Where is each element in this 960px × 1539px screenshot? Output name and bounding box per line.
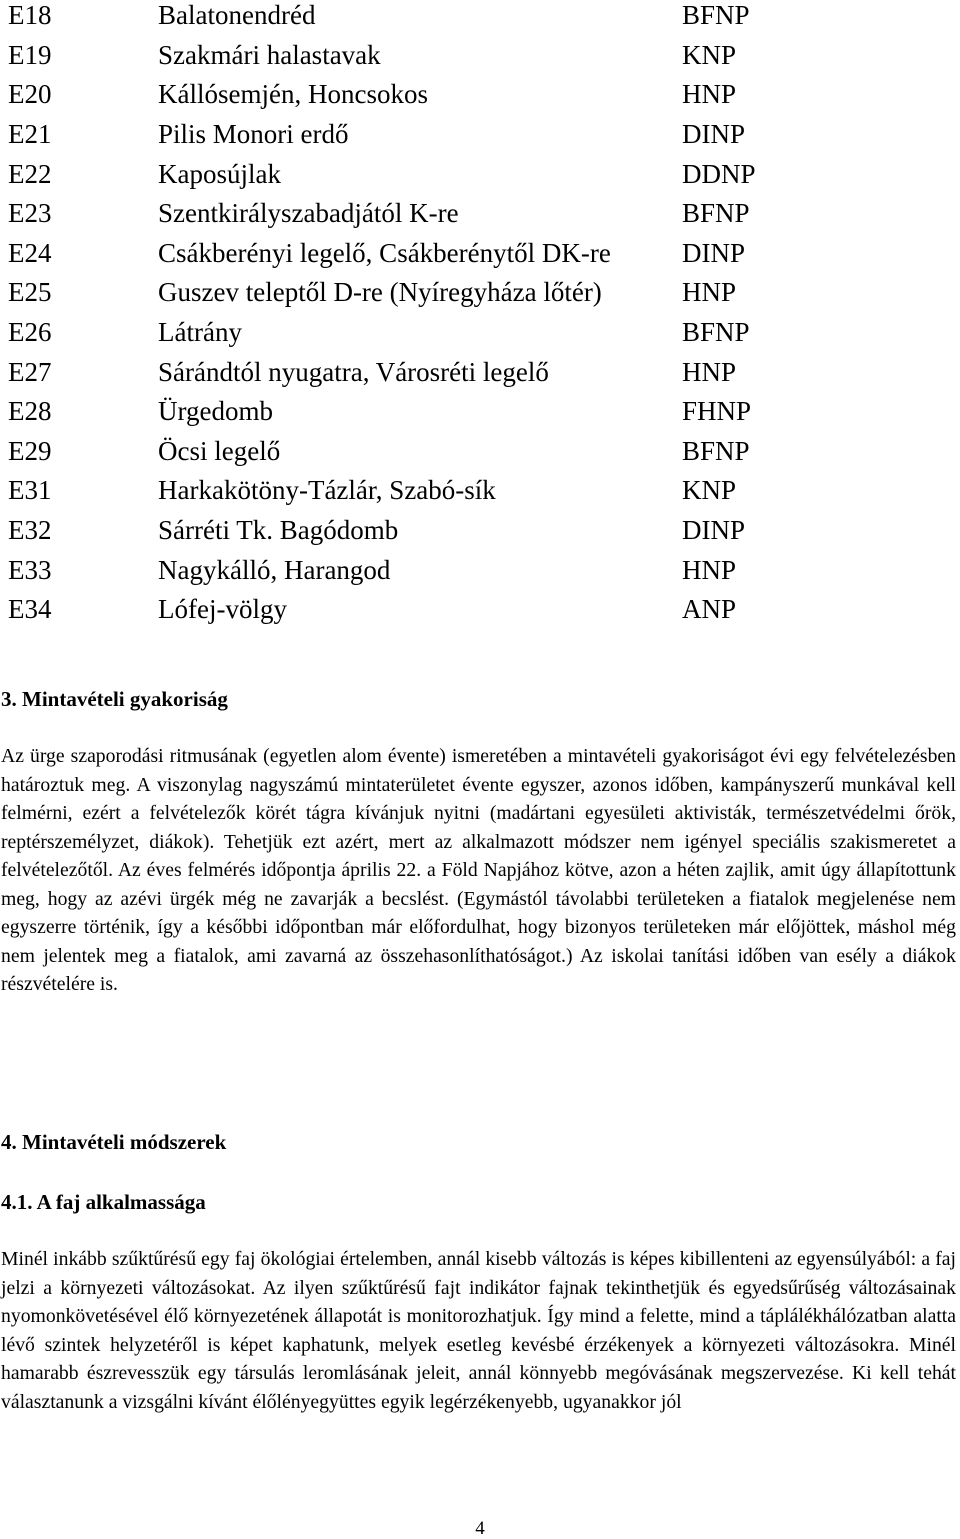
site-code: E33 bbox=[8, 554, 52, 585]
site-park: HNP bbox=[682, 79, 737, 110]
site-row bbox=[8, 0, 788, 36]
site-table bbox=[8, 0, 788, 630]
site-name: Harkakötöny-Tázlár, Szabó-sík bbox=[158, 475, 496, 506]
site-code: E19 bbox=[8, 39, 52, 70]
site-name: Pilis Monori erdő bbox=[158, 119, 349, 150]
site-row bbox=[8, 352, 788, 392]
page-number: 4 bbox=[475, 1518, 485, 1539]
site-park: BFNP bbox=[682, 198, 750, 229]
site-park: DINP bbox=[682, 119, 746, 150]
section-3-body: Az ürge szaporodási ritmusának (egyetlen alom évente) ismeretében a mintavételi gyakoriságot évi egy felvételezésben határoztuk meg. A viszonylag nagyszámú mintaterületet évente egyszer, azonos időben, kampányszerű munkával kell felmérni, ezért a felvételezők körét tágra kívánjuk nyitni (madártani egyesületi aktivisták, természetvédelmi őrök, reptérszemélyzet, diákok). Tehetjük ezt azért, mert az alkalmazott módszer nem igényel speciális szakismeretet a felvételezőtől. Az éves felmérés időpontja április 22. a Föld Napjához kötve, azon a héten zajlik, amit úgy állapítottunk meg, hogy az azévi ürgék még ne zavarják a becslést. (Egymástól távolabbi területeken a fiatalok megjelenése nem egyszerre történik, így a későbbi időpontban már előfordulhat, hogy bizonyos területeken már előjöttek, máshol még nem jelentek meg a fiatalok, ami zavarná az összehasonlíthatóságot.) Az iskolai tanítási időben van esély a diákok részvételére is. bbox=[1, 745, 956, 996]
section-4-heading: 4. Mintavételi módszerek bbox=[1, 1130, 227, 1154]
site-park: DINP bbox=[682, 515, 746, 546]
site-code: E23 bbox=[8, 198, 52, 229]
site-name: Kaposújlak bbox=[158, 158, 281, 189]
site-park: KNP bbox=[682, 39, 737, 70]
site-row bbox=[8, 234, 788, 274]
site-park: HNP bbox=[682, 277, 737, 308]
site-name: Balatonendréd bbox=[158, 0, 316, 31]
site-row bbox=[8, 75, 788, 115]
site-name: Csákberényi legelő, Csákberénytől DK-re bbox=[158, 237, 611, 268]
site-code: E29 bbox=[8, 435, 52, 466]
site-park: DDNP bbox=[682, 158, 756, 189]
section-4-1-heading: 4.1. A faj alkalmassága bbox=[1, 1190, 206, 1214]
site-name: Szakmári halastavak bbox=[158, 39, 381, 70]
site-name: Lófej-völgy bbox=[158, 594, 287, 625]
site-name: Guszev teleptől D-re (Nyíregyháza lőtér) bbox=[158, 277, 602, 308]
site-row bbox=[8, 115, 788, 155]
site-code: E18 bbox=[8, 0, 52, 31]
site-row bbox=[8, 590, 788, 630]
site-code: E26 bbox=[8, 317, 52, 348]
site-row bbox=[8, 313, 788, 353]
site-park: BFNP bbox=[682, 435, 750, 466]
site-park: KNP bbox=[682, 475, 737, 506]
site-park: FHNP bbox=[682, 396, 752, 427]
site-code: E27 bbox=[8, 356, 52, 387]
site-code: E21 bbox=[8, 119, 52, 150]
section-4-1 bbox=[1, 1192, 956, 1416]
section-4-1-body: Minél inkább szűktűrésű egy faj ökológiai értelemben, annál kisebb változás is képes kibillenteni az egyensúlyából: a faj jelzi a környezeti változásokat. Az ilyen szűktűrésű fajt indikátor fajnak tekinthetjük és egyedsűrűség változásainak nyomonkövetésével élő környezetének állapotát is monitorozhatjuk. Így mind a felette, mind a táplálékhálózatban alatta lévő szintek helyzetéről is képet kaphatunk, melyek esetleg kevésbé érzékenyek a környezeti változásokra. Minél hamarabb észrevesszük egy társulás leromlásának jeleit, annál könnyebb megóvásának megszervezése. Ki kell tehát választanunk a vizsgálni kívánt élőlényegyüttes egyik legérzékenyebb, ugyanakkor jól bbox=[1, 1248, 956, 1413]
site-code: E25 bbox=[8, 277, 52, 308]
site-row bbox=[8, 432, 788, 472]
site-row bbox=[8, 471, 788, 511]
site-park: HNP bbox=[682, 356, 737, 387]
section-3-heading: 3. Mintavételi gyakoriság bbox=[1, 687, 228, 711]
site-name: Szentkirályszabadjától K-re bbox=[158, 198, 459, 229]
site-row bbox=[8, 273, 788, 313]
site-row bbox=[8, 550, 788, 590]
site-name: Látrány bbox=[158, 317, 242, 348]
site-code: E22 bbox=[8, 158, 52, 189]
site-name: Kállósemjén, Honcsokos bbox=[158, 79, 428, 110]
site-code: E32 bbox=[8, 515, 52, 546]
site-code: E34 bbox=[8, 594, 52, 625]
site-name: Ürgedomb bbox=[158, 396, 273, 427]
site-name: Öcsi legelő bbox=[158, 435, 281, 466]
site-row bbox=[8, 36, 788, 76]
site-park: BFNP bbox=[682, 317, 750, 348]
site-code: E28 bbox=[8, 396, 52, 427]
site-park: BFNP bbox=[682, 0, 750, 31]
site-row bbox=[8, 392, 788, 432]
section-3 bbox=[1, 689, 956, 999]
site-name: Nagykálló, Harangod bbox=[158, 554, 391, 585]
site-park: DINP bbox=[682, 237, 746, 268]
site-row bbox=[8, 511, 788, 551]
site-park: HNP bbox=[682, 554, 737, 585]
site-park: ANP bbox=[682, 594, 737, 625]
site-row bbox=[8, 154, 788, 194]
site-name: Sárándtól nyugatra, Városréti legelő bbox=[158, 356, 549, 387]
site-code: E20 bbox=[8, 79, 52, 110]
section-4 bbox=[1, 1132, 956, 1153]
site-code: E31 bbox=[8, 475, 52, 506]
site-name: Sárréti Tk. Bagódomb bbox=[158, 515, 399, 546]
site-code: E24 bbox=[8, 237, 52, 268]
site-row bbox=[8, 194, 788, 234]
